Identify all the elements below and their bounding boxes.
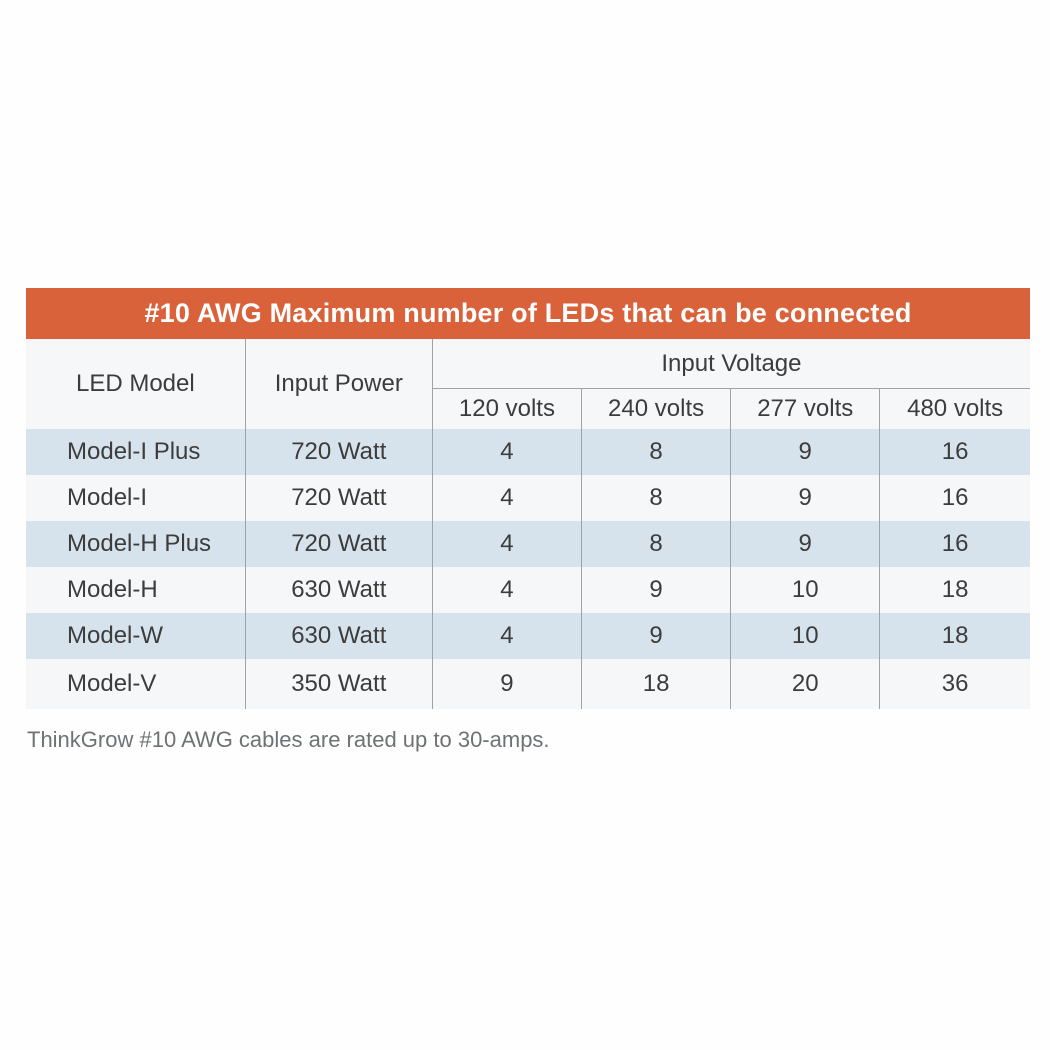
- cell-model: Model-W: [26, 613, 245, 659]
- cell-240v: 9: [582, 567, 731, 613]
- cell-480v: 18: [880, 567, 1030, 613]
- cell-120v: 4: [432, 613, 581, 659]
- cell-480v: 16: [880, 521, 1030, 567]
- cell-model: Model-V: [26, 659, 245, 709]
- cell-240v: 8: [582, 521, 731, 567]
- header-240-volts: 240 volts: [582, 389, 731, 430]
- cell-power: 720 Watt: [245, 429, 432, 475]
- data-table: [26, 339, 1030, 709]
- header-led-model: LED Model: [26, 339, 245, 429]
- cell-277v: 9: [731, 475, 880, 521]
- cell-model: Model-H Plus: [26, 521, 245, 567]
- header-input-power: Input Power: [245, 339, 432, 429]
- cell-power: 720 Watt: [245, 521, 432, 567]
- cell-240v: 8: [582, 429, 731, 475]
- cell-120v: 4: [432, 475, 581, 521]
- cell-model: Model-I: [26, 475, 245, 521]
- cell-power: 720 Watt: [245, 475, 432, 521]
- cell-120v: 4: [432, 521, 581, 567]
- table-title: #10 AWG Maximum number of LEDs that can be connected: [26, 288, 1030, 339]
- cell-480v: 16: [880, 429, 1030, 475]
- table-row: [26, 475, 1030, 521]
- cell-277v: 20: [731, 659, 880, 709]
- cell-480v: 16: [880, 475, 1030, 521]
- cell-power: 630 Watt: [245, 613, 432, 659]
- table-row: [26, 521, 1030, 567]
- table-footnote: ThinkGrow #10 AWG cables are rated up to 30-amps.: [27, 727, 550, 752]
- header-277-volts: 277 volts: [731, 389, 880, 430]
- cell-480v: 18: [880, 613, 1030, 659]
- led-capacity-table: [26, 288, 1030, 709]
- cell-277v: 9: [731, 429, 880, 475]
- header-120-volts: 120 volts: [432, 389, 581, 430]
- table-row: [26, 613, 1030, 659]
- cell-model: Model-H: [26, 567, 245, 613]
- header-480-volts: 480 volts: [880, 389, 1030, 430]
- cell-120v: 4: [432, 567, 581, 613]
- header-input-voltage: Input Voltage: [432, 339, 1030, 389]
- cell-277v: 10: [731, 567, 880, 613]
- cell-240v: 9: [582, 613, 731, 659]
- cell-277v: 9: [731, 521, 880, 567]
- table-row: [26, 429, 1030, 475]
- cell-power: 630 Watt: [245, 567, 432, 613]
- cell-240v: 18: [582, 659, 731, 709]
- cell-120v: 9: [432, 659, 581, 709]
- cell-240v: 8: [582, 475, 731, 521]
- cell-model: Model-I Plus: [26, 429, 245, 475]
- table-row: [26, 659, 1030, 709]
- cell-277v: 10: [731, 613, 880, 659]
- cell-480v: 36: [880, 659, 1030, 709]
- cell-120v: 4: [432, 429, 581, 475]
- cell-power: 350 Watt: [245, 659, 432, 709]
- table-row: [26, 567, 1030, 613]
